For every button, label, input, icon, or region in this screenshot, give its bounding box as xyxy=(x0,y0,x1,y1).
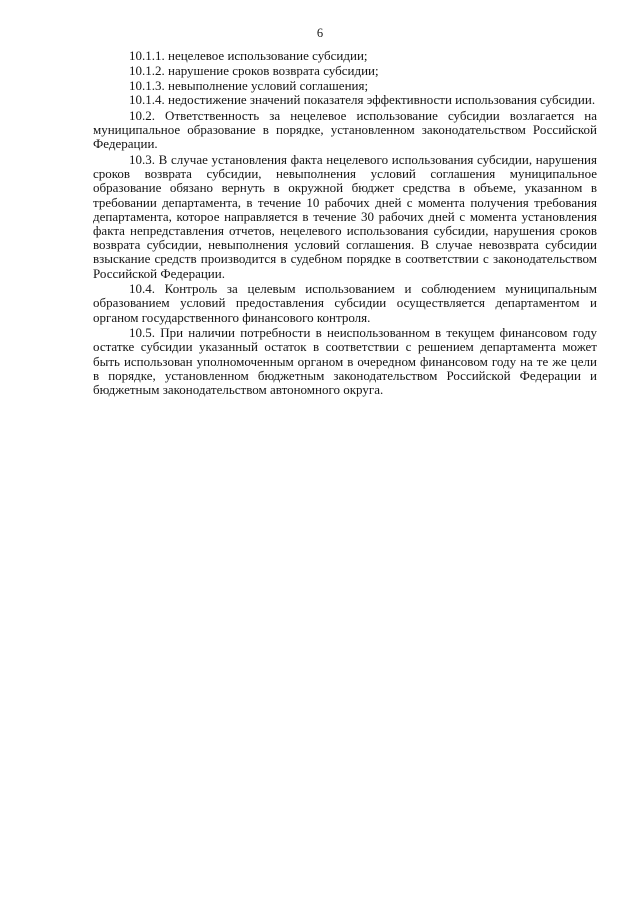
clause-10-5: 10.5. При наличии потребности в неиспользованном в текущем финансовом году остатке субсидии указанный остаток в соответствии с решением департамента может быть использован уполномоченным органом в очередном финансовом году на те же цели в порядке, установленном бюджетным законодательством Российской Федерации и бюджетным законодательством автономного округа. xyxy=(93,325,597,398)
clause-10-1-3: 10.1.3. невыполнение условий соглашения; xyxy=(129,77,369,93)
clause-10-1-4: 10.1.4. недостижение значений показателя эффективности использования субсидии. xyxy=(129,92,596,108)
clause-10-2: 10.2. Ответственность за нецелевое использование субсидии возлагается на муниципальное образование в порядке, установленном законодательством Российской Федерации. xyxy=(93,107,597,152)
clause-10-1-2: 10.1.2. нарушение сроков возврата субсидии; xyxy=(129,62,379,78)
document-body xyxy=(93,49,597,399)
clause-10-1-1: 10.1.1. нецелевое использование субсидии; xyxy=(129,48,368,63)
clause-10-3: 10.3. В случае установления факта нецелевого использования субсидии, нарушения сроков возврата субсидии, невыполнения условий соглашения муниципальное образование обязано вернуть в окружной бюджет средства в объеме, указанном в требовании департамента, в течение 10 рабочих дней с момента получения требования департамента, которое направляется в течение 30 рабочих дней с момента установления факта непредставления отчетов, нецелевого использования субсидии, нарушения сроков возврата субсидии, невыполнения условий соглашения. В случае невозврата субсидии взыскание средств производится в судебном порядке в соответствии с законодательством Российской Федерации. xyxy=(93,151,597,281)
clause-10-4: 10.4. Контроль за целевым использованием и соблюдением муниципальным образованием условий предоставления субсидии осуществляется департаментом и органом государственного финансового контроля. xyxy=(93,281,597,325)
page-number: 6 xyxy=(316,26,324,40)
